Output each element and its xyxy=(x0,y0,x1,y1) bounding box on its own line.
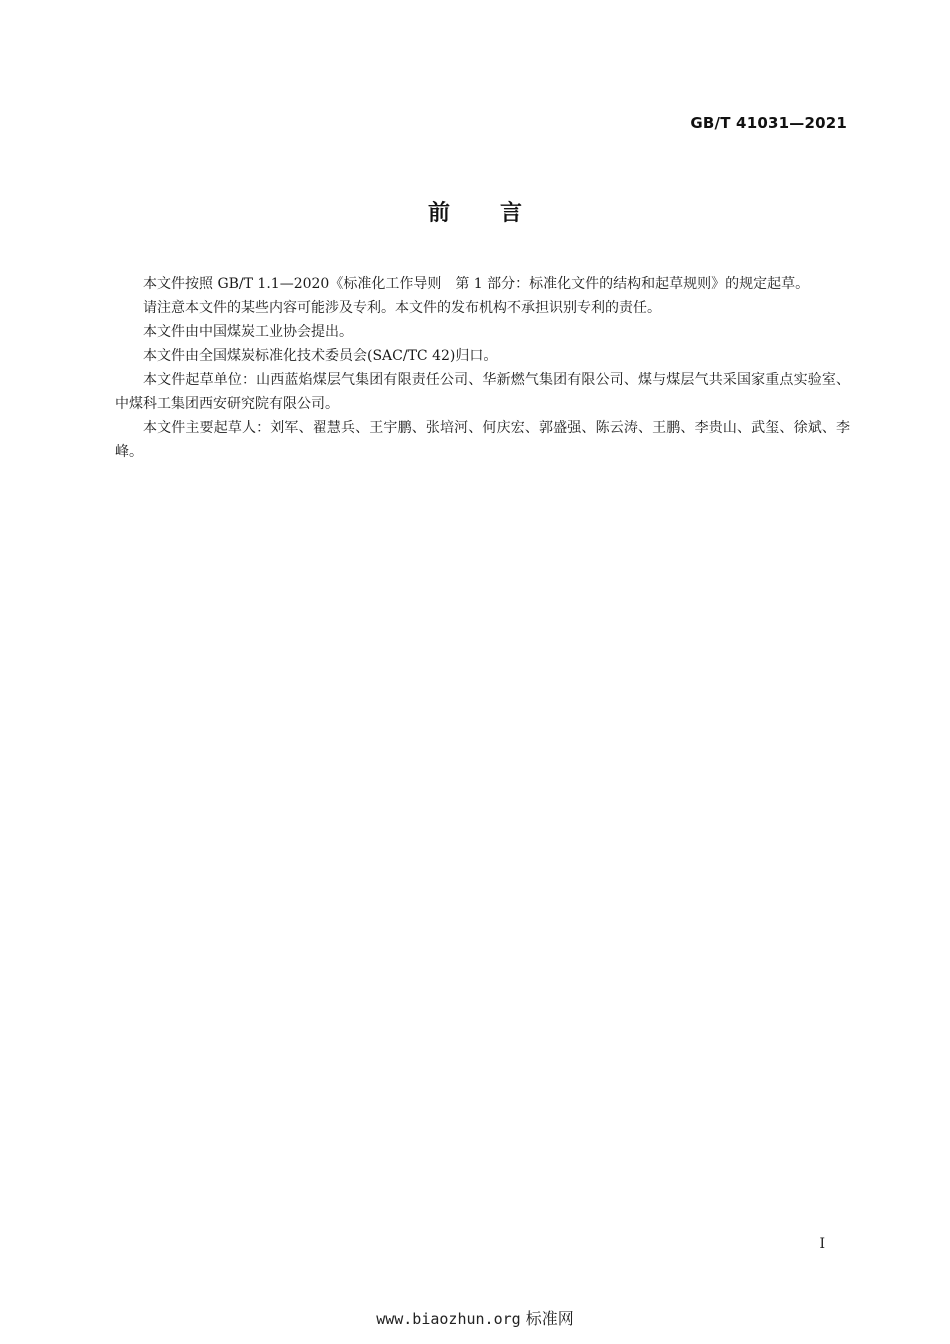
page-number: I xyxy=(819,1236,825,1252)
watermark-name: 标准网 xyxy=(525,1309,574,1328)
paragraph-patent-notice: 请注意本文件的某些内容可能涉及专利。本文件的发布机构不承担识别专利的责任。 xyxy=(143,300,661,316)
paragraph-main-drafters: 本文件主要起草人：刘军、翟慧兵、王宇鹏、张培河、何庆宏、郭盛强、陈云涛、王鹏、李贵山、武玺、徐斌、李峰。 xyxy=(115,420,850,460)
paragraph-drafting-organizations: 本文件起草单位：山西蓝焰煤层气集团有限责任公司、华新燃气集团有限公司、煤与煤层气共采国家重点实验室、中煤科工集团西安研究院有限公司。 xyxy=(115,372,850,412)
foreword-body xyxy=(115,272,850,464)
watermark xyxy=(0,1306,950,1329)
paragraph-drafting-rules: 本文件按照 GB/T 1.1—2020《标准化工作导则 第 1 部分：标准化文件的结构和起草规则》的规定起草。 xyxy=(143,276,810,292)
paragraph-technical-committee: 本文件由全国煤炭标准化技术委员会(SAC/TC 42)归口。 xyxy=(143,348,498,364)
page-title: 前言 xyxy=(427,201,572,226)
watermark-url: www.biaozhun.org xyxy=(376,1310,521,1328)
standard-number: GB/T 41031—2021 xyxy=(690,114,847,132)
paragraph-proposer: 本文件由中国煤炭工业协会提出。 xyxy=(143,324,353,340)
